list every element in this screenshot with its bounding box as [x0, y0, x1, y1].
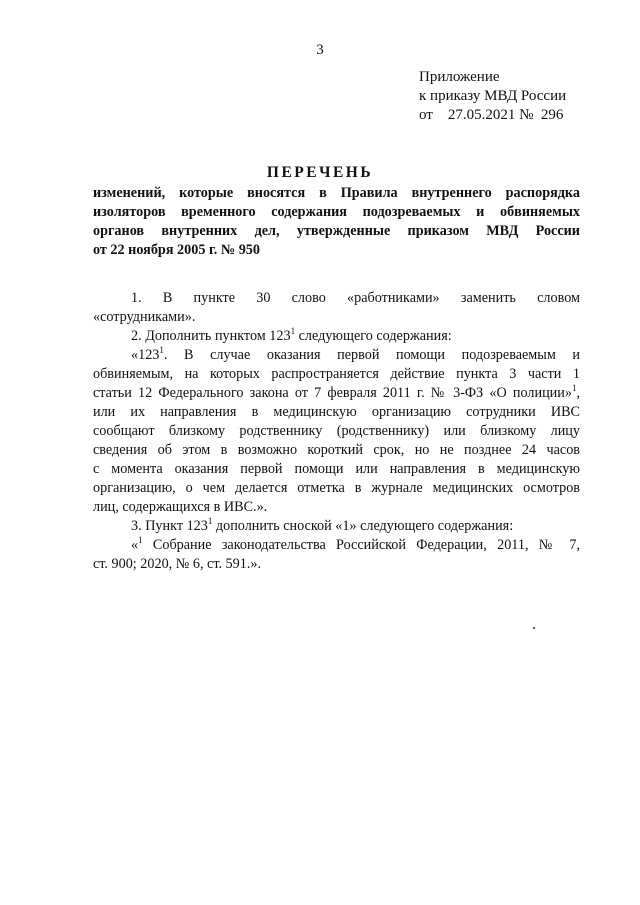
subtitle-line: от 22 ноября 2005 г. № 950	[93, 242, 260, 258]
item-2-line: обвиняемым, на которых распространяется действие пункта 3 части 1	[93, 366, 580, 382]
page-number: 3	[316, 42, 324, 58]
item-2-line: организацию, о чем делается отметка в журнале медицинских осмотров	[93, 480, 580, 496]
appendix-line: Приложение	[419, 69, 500, 85]
appendix-order-line: от 27.05.2021 № 296	[419, 107, 564, 123]
item-3-lead: 3. Пункт $123^1$ дополнить сноской «1» следующего содержания:	[131, 516, 514, 534]
subtitle-line: изменений, которые вносятся в Правила внутреннего распорядка	[93, 185, 580, 201]
item-3-line: ст. 900; 2020, № 6, ст. 591.».	[93, 556, 262, 572]
item-2-line: лиц, содержащихся в ИВС.».	[93, 499, 268, 515]
document-title: ПЕРЕЧЕНЬ	[266, 164, 374, 181]
item-2-line: сообщают близкому родственнику (родственнику) или близкому лицу	[93, 423, 580, 439]
appendix-block	[419, 68, 566, 125]
subtitle-line: изоляторов временного содержания подозреваемых и обвиняемых	[93, 204, 580, 220]
scan-speck	[533, 627, 535, 629]
subtitle-line: органов внутренних дел, утвержденные приказом МВД России	[93, 223, 580, 239]
superscript: 1	[138, 535, 143, 545]
item-1-line: 1. В пункте 30 слово «работниками» заменить словом	[131, 290, 580, 306]
item-2-line: статьи 12 Федерального закона от 7 февраля 2011 г. № 3-ФЗ «О полиции»$^1$,	[93, 383, 580, 401]
superscript: 1	[159, 345, 164, 355]
item-1-line: «сотрудниками».	[93, 309, 196, 325]
superscript: 1	[207, 516, 213, 526]
superscript: 1	[571, 383, 577, 393]
item-3-line: «$^1$ Собрание законодательства Российской Федерации, 2011, № 7,	[131, 535, 580, 553]
item-2-line: с момента оказания первой помощи или направления в медицинскую	[93, 461, 580, 477]
item-2-line: «$123^1$. В случае оказания первой помощи подозреваемым и	[131, 345, 580, 363]
superscript: 1	[290, 326, 296, 336]
document-body	[93, 289, 580, 574]
appendix-line: к приказу МВД России	[419, 88, 567, 104]
item-2-line: или их направления в медицинскую организацию сотрудники ИВС	[93, 404, 580, 420]
item-2-line: сведения об этом в возможно короткий срок, но не позднее 24 часов	[93, 442, 580, 458]
document-subtitle	[93, 184, 580, 260]
item-2-lead: 2. Дополнить пунктом $123^1$ следующего содержания:	[131, 326, 452, 344]
